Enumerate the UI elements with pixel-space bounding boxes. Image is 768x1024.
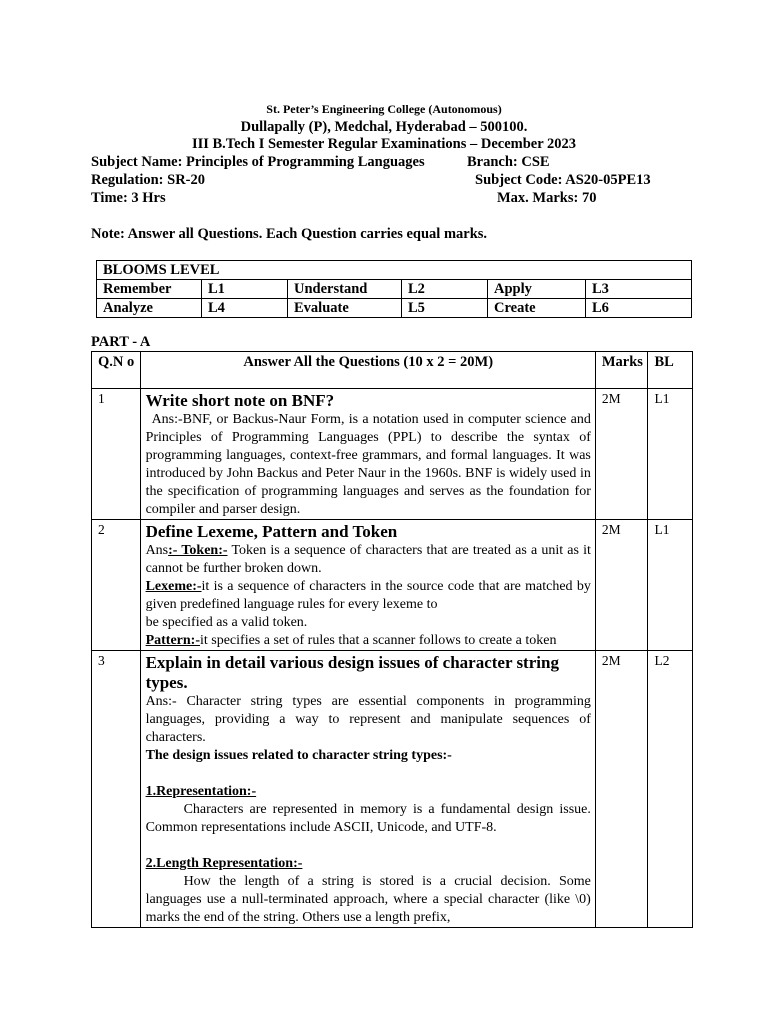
question-number: 3 — [92, 651, 141, 928]
question-cell — [140, 389, 595, 520]
lexeme-text: it is a sequence of characters in the source code that are matched by given predefined language rules for every lexeme to — [145, 579, 591, 612]
branch: Branch: CSE — [467, 154, 550, 170]
part-a-table — [91, 351, 693, 928]
blooms-cell: L1 — [202, 280, 288, 299]
question-bl: L1 — [648, 389, 693, 520]
college-address: Dullapally (P), Medchal, Hyderabad – 500100. — [240, 119, 528, 135]
blooms-cell: L2 — [402, 280, 488, 299]
question-bl: L1 — [648, 520, 693, 651]
question-marks: 2M — [595, 651, 648, 928]
exam-title: III B.Tech I Semester Regular Examinations – December 2023 — [191, 136, 577, 152]
pattern-definition — [146, 632, 591, 650]
max-marks: Max. Marks: 70 — [497, 190, 597, 206]
design-issues-heading: The design issues related to character string types:- — [145, 748, 452, 763]
blooms-cell: L6 — [586, 299, 692, 318]
section-length-text: How the length of a string is stored is a crucial decision. Some languages use a null-terminated approach, where a special character (like \0) marks the end of the string. Others use a length prefix, — [145, 874, 591, 925]
pattern-text: it specifies a set of rules that a scanner follows to create a token — [199, 633, 557, 648]
answer-text: Ans:-BNF, or Backus-Naur Form, is a notation used in computer science and Principles of Programming Languages (PPL) to describe the syntax of programming languages, context-free grammars, and formal languages. It was introduced by John Backus and Peter Naur in the 1960s. BNF is widely used in the specification of programming languages and serves as the foundation for compiler and parser design. — [145, 412, 591, 517]
token-label: :- Token:- — [168, 543, 228, 558]
blooms-cell: Apply — [488, 280, 586, 299]
question-marks: 2M — [595, 389, 648, 520]
spacer — [146, 765, 591, 783]
exam-time: Time: 3 Hrs — [91, 190, 166, 206]
blooms-cell: Remember — [97, 280, 202, 299]
college-name: St. Peter’s Engineering College (Autonomous) — [266, 102, 502, 116]
question-cell — [140, 651, 595, 928]
regulation: Regulation: SR-20 — [91, 172, 205, 188]
subject-code: Subject Code: AS20-05PE13 — [475, 172, 651, 188]
subject-name: Subject Name: Principles of Programming Languages — [91, 154, 425, 170]
question-number: 2 — [92, 520, 141, 651]
lexeme-definition — [146, 578, 591, 614]
blooms-cell: L4 — [202, 299, 288, 318]
table-row — [92, 389, 693, 520]
question-cell — [140, 520, 595, 651]
part-a-title: PART - A — [91, 334, 151, 350]
question-title: Write short note on BNF? — [145, 391, 335, 410]
question-number: 1 — [92, 389, 141, 520]
spacer — [146, 837, 591, 855]
question-title: Explain in detail various design issues of character string types. — [145, 653, 559, 692]
token-text: Token is a sequence of characters that are treated as a unit as it cannot be further broken down. — [145, 543, 591, 576]
lexeme-label: Lexeme:- — [145, 579, 202, 594]
blooms-cell: Evaluate — [288, 299, 402, 318]
header-qno: Q.N o — [92, 352, 141, 389]
blooms-cell: Create — [488, 299, 586, 318]
table-row — [92, 651, 693, 928]
header-marks: Marks — [595, 352, 648, 389]
blooms-level-table — [96, 260, 692, 318]
table-row — [92, 520, 693, 651]
blooms-row — [97, 299, 692, 318]
section-representation-title: 1.Representation:- — [145, 784, 257, 799]
question-marks: 2M — [595, 520, 648, 651]
blooms-cell: Understand — [288, 280, 402, 299]
table-header-row — [92, 352, 693, 389]
exam-note: Note: Answer all Questions. Each Question carries equal marks. — [91, 226, 488, 242]
blooms-title: BLOOMS LEVEL — [97, 261, 692, 280]
blooms-cell: L3 — [586, 280, 692, 299]
blooms-cell: Analyze — [97, 299, 202, 318]
question-title: Define Lexeme, Pattern and Token — [145, 522, 398, 541]
section-representation-text: Characters are represented in memory is a fundamental design issue. Common representations include ASCII, Unicode, and UTF-8. — [145, 802, 591, 835]
header-bl: BL — [648, 352, 693, 389]
blooms-cell: L5 — [402, 299, 488, 318]
token-prefix: Ans — [145, 543, 169, 558]
answer-intro: Ans:- Character string types are essential components in programming languages, providing a way to represent and manipulate sequences of characters. — [145, 694, 591, 745]
section-length-title: 2.Length Representation:- — [145, 856, 303, 871]
lexeme-definition-cont: be specified as a valid token. — [145, 615, 308, 630]
blooms-row — [97, 280, 692, 299]
token-definition — [146, 542, 591, 578]
question-bl: L2 — [648, 651, 693, 928]
header-answer: Answer All the Questions (10 x 2 = 20M) — [140, 352, 595, 389]
pattern-label: Pattern:- — [145, 633, 200, 648]
